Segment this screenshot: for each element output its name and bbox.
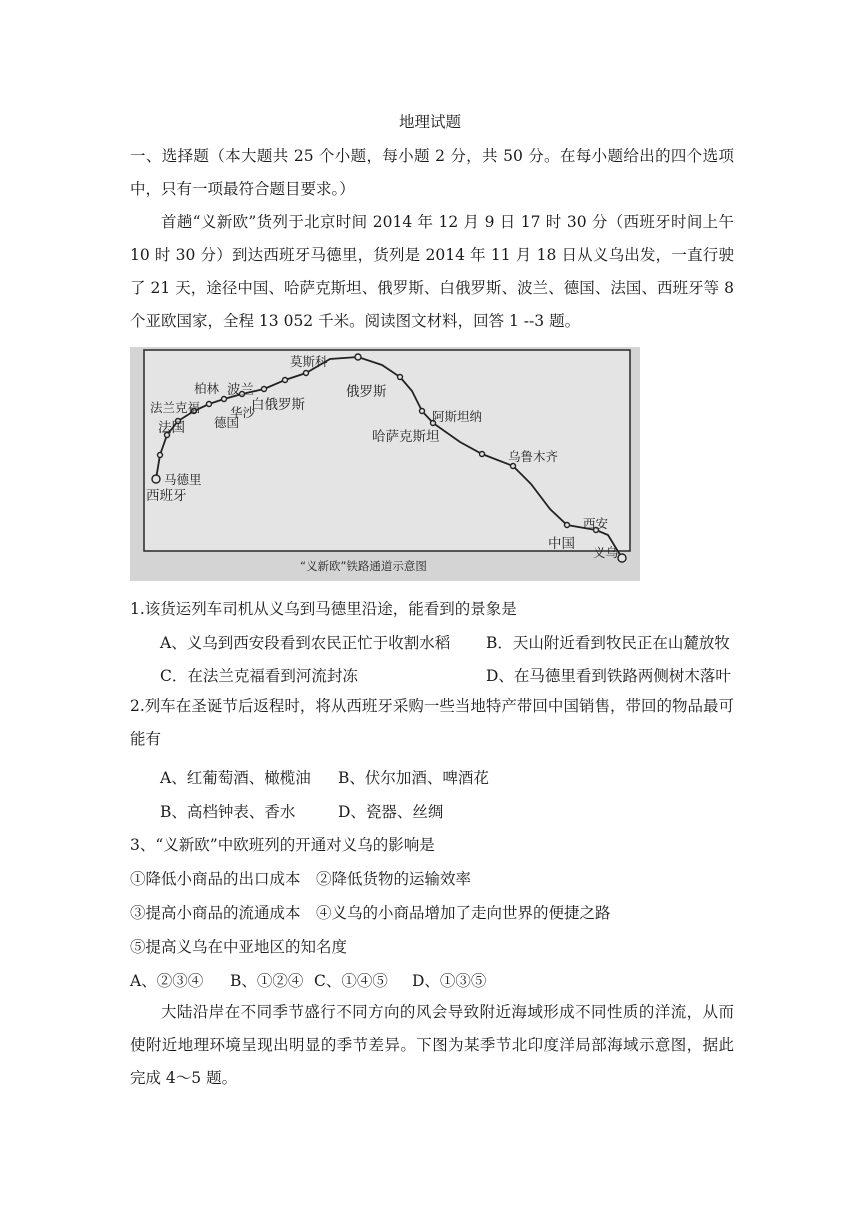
label-astana: 阿斯坦纳 xyxy=(432,409,483,424)
q3-option-a: A、②③④ xyxy=(130,972,204,990)
question-2-stem: 2.列车在圣诞节后返程时，将从西班牙采购一些当地特产带回中国销售，带回的物品最可能有 xyxy=(130,697,734,748)
q1-option-a: A、义乌到西安段看到农民正忙于收割水稻 xyxy=(160,634,451,652)
q1-option-c: C．在法兰克福看到河流封冻 xyxy=(160,667,358,685)
question-1-stem: 1.该货运列车司机从义乌到马德里沿途，能看到的景象是 xyxy=(130,600,517,618)
railway-map xyxy=(130,347,640,581)
q2-option-a: A、红葡萄酒、橄榄油 xyxy=(160,769,311,787)
q1-option-d: D、在马德里看到铁路两侧树木落叶 xyxy=(486,667,731,685)
label-yiwu: 义乌 xyxy=(593,545,619,560)
label-berlin: 柏林 xyxy=(194,381,220,396)
map-caption: “义新欧”铁路通道示意图 xyxy=(300,559,427,573)
label-spain: 西班牙 xyxy=(146,488,187,504)
label-moscow: 莫斯科 xyxy=(290,354,328,369)
section-heading: 一、选择题（本大题共 25 个小题，每小题 2 分，共 50 分。在每小题给出的四个选项中，只有一项最符合题目要求。） xyxy=(130,147,734,198)
q3-option-c: C、①④⑤ xyxy=(314,972,388,990)
label-xian: 西安 xyxy=(583,516,609,531)
label-warsaw: 华沙 xyxy=(230,405,256,420)
q3-option-b: B、①②④ xyxy=(230,972,304,990)
label-poland: 波兰 xyxy=(227,382,254,398)
label-urumqi: 乌鲁木齐 xyxy=(508,449,559,464)
q3-option-d: D、①③⑤ xyxy=(412,972,487,990)
intro-paragraph-2: 大陆沿岸在不同季节盛行不同方向的风会导致附近海域形成不同性质的洋流，从而使附近地理环境呈现出明显的季节差异。下图为某季节北印度洋局部海域示意图，据此完成 4～5 题。 xyxy=(130,1003,734,1087)
label-china: 中国 xyxy=(548,536,575,552)
intro-paragraph-1: 首趟“义新欧”货列于北京时间 2014 年 12 月 9 日 17 时 30 分（西班牙时间上午 10 时 30 分）到达西班牙马德里，货列是 2014 年 11 月 18 日从义乌出发，一直行驶了 21 天，途径中国、哈萨克斯坦、俄罗斯、白俄罗斯、波兰、德国、法国、西班牙等 8 个亚欧国家，全程 13 052 千米。阅读图文材料，回答 1 --3 题。 xyxy=(130,213,734,330)
q1-option-b: B．天山附近看到牧民正在山麓放牧 xyxy=(486,634,730,652)
q2-option-b: B、伏尔加酒、啤酒花 xyxy=(338,769,489,787)
railway-map-figure xyxy=(130,347,640,581)
q2-option-c: B、高档钟表、香水 xyxy=(160,803,296,821)
label-frankfurt: 法兰克福 xyxy=(150,400,201,415)
question-3-stem: 3、“义新欧”中欧班列的开通对义乌的影响是 xyxy=(130,836,435,854)
label-france: 法国 xyxy=(158,420,185,436)
label-kazakhstan: 哈萨克斯坦 xyxy=(372,429,440,445)
label-belarus: 白俄罗斯 xyxy=(251,397,305,413)
q3-item-line-1: ①降低小商品的出口成本 ②降低货物的运输效率 xyxy=(130,870,472,888)
q3-item-line-2: ③提高小商品的流通成本 ④义乌的小商品增加了走向世界的便捷之路 xyxy=(130,904,611,922)
q2-option-d: D、瓷器、丝绸 xyxy=(338,803,444,821)
label-germany: 德国 xyxy=(214,415,240,430)
page-title: 地理试题 xyxy=(398,113,461,131)
label-madrid: 马德里 xyxy=(164,472,202,487)
q3-item-line-3: ⑤提高义乌在中亚地区的知名度 xyxy=(130,938,348,956)
label-russia: 俄罗斯 xyxy=(346,384,387,400)
